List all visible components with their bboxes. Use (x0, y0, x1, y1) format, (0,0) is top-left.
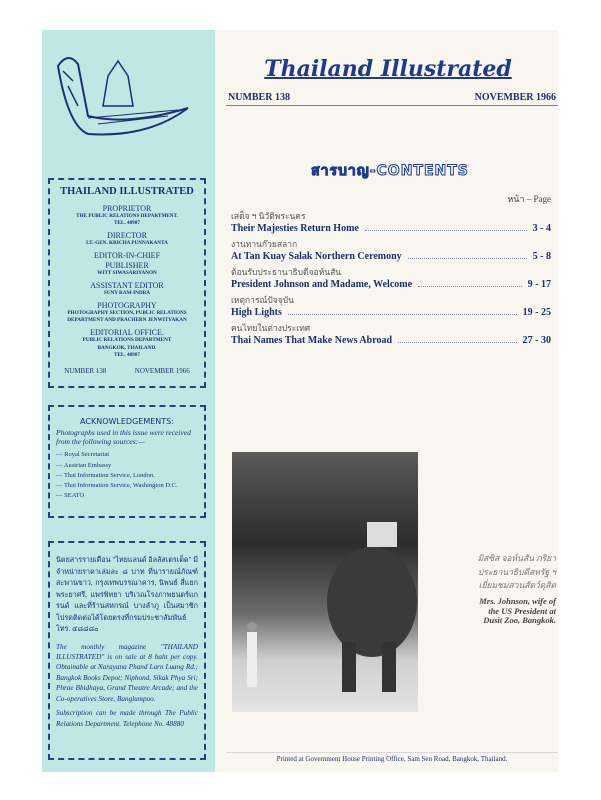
contents-title: สารบาญ-CONTENTS (311, 163, 469, 179)
toc-pages: 19 - 25 (522, 307, 551, 318)
toc-pages: 3 - 4 (532, 223, 551, 234)
staff-role: DIRECTOR (107, 231, 147, 241)
staff-role: EDITOR-IN-CHIEF (93, 251, 161, 261)
page-label: หน้า – Page (507, 194, 551, 204)
staff-name: THE PUBLIC RELATIONS DEPARTMENT. (76, 213, 178, 220)
subscription-box (48, 541, 206, 760)
photo-mrs-johnson-elephant (232, 452, 418, 712)
staff-role: PROPRIETOR (102, 204, 152, 214)
header-date: NOVEMBER 1966 (474, 92, 556, 103)
source-item: — Thai Information Service, London. (56, 471, 155, 479)
acknowledgements-title: ACKNOWLEDGEMENTS: (80, 417, 174, 426)
issue-number: NUMBER 138 (64, 366, 107, 375)
toc-entry[interactable] (231, 265, 551, 290)
staff-name: PUBLIC RELATIONS DEPARTMENT (82, 337, 172, 344)
toc-title: High Lights (231, 307, 282, 318)
toc-title: Thai Names That Make News Abroad (231, 335, 393, 346)
toc-thai-title: งานทานก๊วยสลาก (231, 239, 298, 249)
table-of-contents (231, 192, 551, 346)
toc-entry[interactable] (231, 293, 551, 318)
source-item: — Austrian Embassy (56, 461, 112, 469)
staff-name: DEPARTMENT AND PRACHERN JENWITYAKAN (67, 317, 187, 324)
staff-name: TEL. 40987 (114, 220, 140, 227)
acknowledgements-box (48, 405, 206, 518)
leader-dots (288, 314, 517, 315)
toc-pages: 9 - 17 (527, 279, 551, 290)
toc-title: Their Majesties Return Home (231, 223, 359, 234)
toc-title: President Johnson and Madame, Welcome (231, 279, 413, 290)
header-number: NUMBER 138 (228, 92, 290, 103)
toc-pages: 27 - 30 (522, 335, 551, 346)
staff-role: ASSISTANT EDITOR (90, 280, 164, 290)
staff-name: LT.-GEN. KRICHA PUNNAKANTA (86, 240, 168, 247)
source-item: — SEATO (56, 491, 85, 499)
photo-caption (468, 552, 556, 626)
subscription-english: The monthly magazine "THAILAND ILLUSTRATED" is on sale at 8 baht per copy. Obtainable at Narayana Phand Larn Luang Rd.; Bangkok Books Depot; Niphond, Sikak Phya Sri; Phrae Bhidhaya, Grand Theatre Arcade; and the Co-operatives Store, Banglumpoo. (56, 642, 198, 703)
toc-title: At Tan Kuay Salak Northern Ceremony (231, 251, 402, 262)
header-rule (226, 105, 558, 106)
caption-thai: มิสซิส จอห์นสัน ภริยาประธานาธิบดีสหรัฐ ฯ เยี่ยมชมสวนสัตว์ดุสิต (477, 553, 556, 591)
toc-entry[interactable] (231, 237, 551, 262)
masthead-title: THAILAND ILLUSTRATED (60, 186, 194, 197)
leader-dots (408, 258, 527, 259)
toc-entry[interactable] (231, 321, 551, 346)
staff-role: EDITORIAL OFFICE. (90, 328, 164, 338)
printer-footer: Printed at Government House Printing Office, Sam Sen Road, Bangkok, Thailand. (226, 752, 558, 763)
staff-role: PUBLISHER (105, 260, 149, 270)
staff-name: TEL. 40987 (114, 351, 140, 358)
staff-role: PHOTOGRAPHY (97, 301, 157, 311)
masthead-logo: Thailand Illustrated (264, 56, 512, 82)
source-item: — Royal Secretariat (56, 451, 110, 459)
toc-thai-title: เหตุการณ์ปัจจุบัน (231, 295, 294, 305)
caption-english: Mrs. Johnson, wife of the US President at Dusit Zoo, Bangkok. (479, 595, 556, 626)
toc-thai-title: คนไทยในต่างประเทศ (231, 323, 311, 333)
staff-name: PHOTOGRAPHY SECTION, PUBLIC RELATIONS (67, 310, 187, 317)
staff-name: WITT SIWASARIYANON (97, 269, 157, 276)
leader-dots (365, 230, 527, 231)
staff-name: BANGKOK, THAILAND. (97, 344, 157, 351)
leader-dots (418, 286, 522, 287)
toc-thai-title: ต้อนรับประธานาธิบดีจอห์นสัน (231, 267, 342, 277)
leader-dots (398, 342, 517, 343)
subscription-thai: นิตยสารรายเดือน "ไทยแลนด์ อิลลัสเตรเต็ด" มีจำหน่ายราคาเล่มละ ๘ บาท ที่นารายณ์ภัณฑ์ สะพานขาว, กรุงเทพบรรณาคาร, นิพนธ์ สี่แยกพระยาศรี, แพร่พิทยา บริเวณโรงภาพยนตร์แกรนด์ และที่ร้านสหกรณ์ บางลำภู เป็นสมาชิกโปรดติดต่อได้โดยตรงที่กรมประชาสัมพันธ์ โทร. ๔๘๘๘๐ (56, 556, 199, 634)
royal-barge-logo (48, 46, 198, 141)
issue-date: NOVEMBER 1966 (134, 366, 190, 375)
acknowledgements-intro: Photographs used in this issue were received from the following sources:— (56, 428, 191, 446)
staff-name: SUNY RAM-INDRA (103, 290, 151, 297)
source-item: — Thai Information Service, Washington D.C. (56, 481, 178, 489)
toc-thai-title: เสด็จ ฯ นิวัติพระนคร (231, 211, 306, 221)
subscription-contact: Subscription can be made through The Public Relations Department. Telephone No. 48880 (56, 709, 198, 728)
toc-entry[interactable] (231, 209, 551, 234)
masthead-box (48, 178, 206, 388)
toc-pages: 5 - 8 (532, 251, 551, 262)
